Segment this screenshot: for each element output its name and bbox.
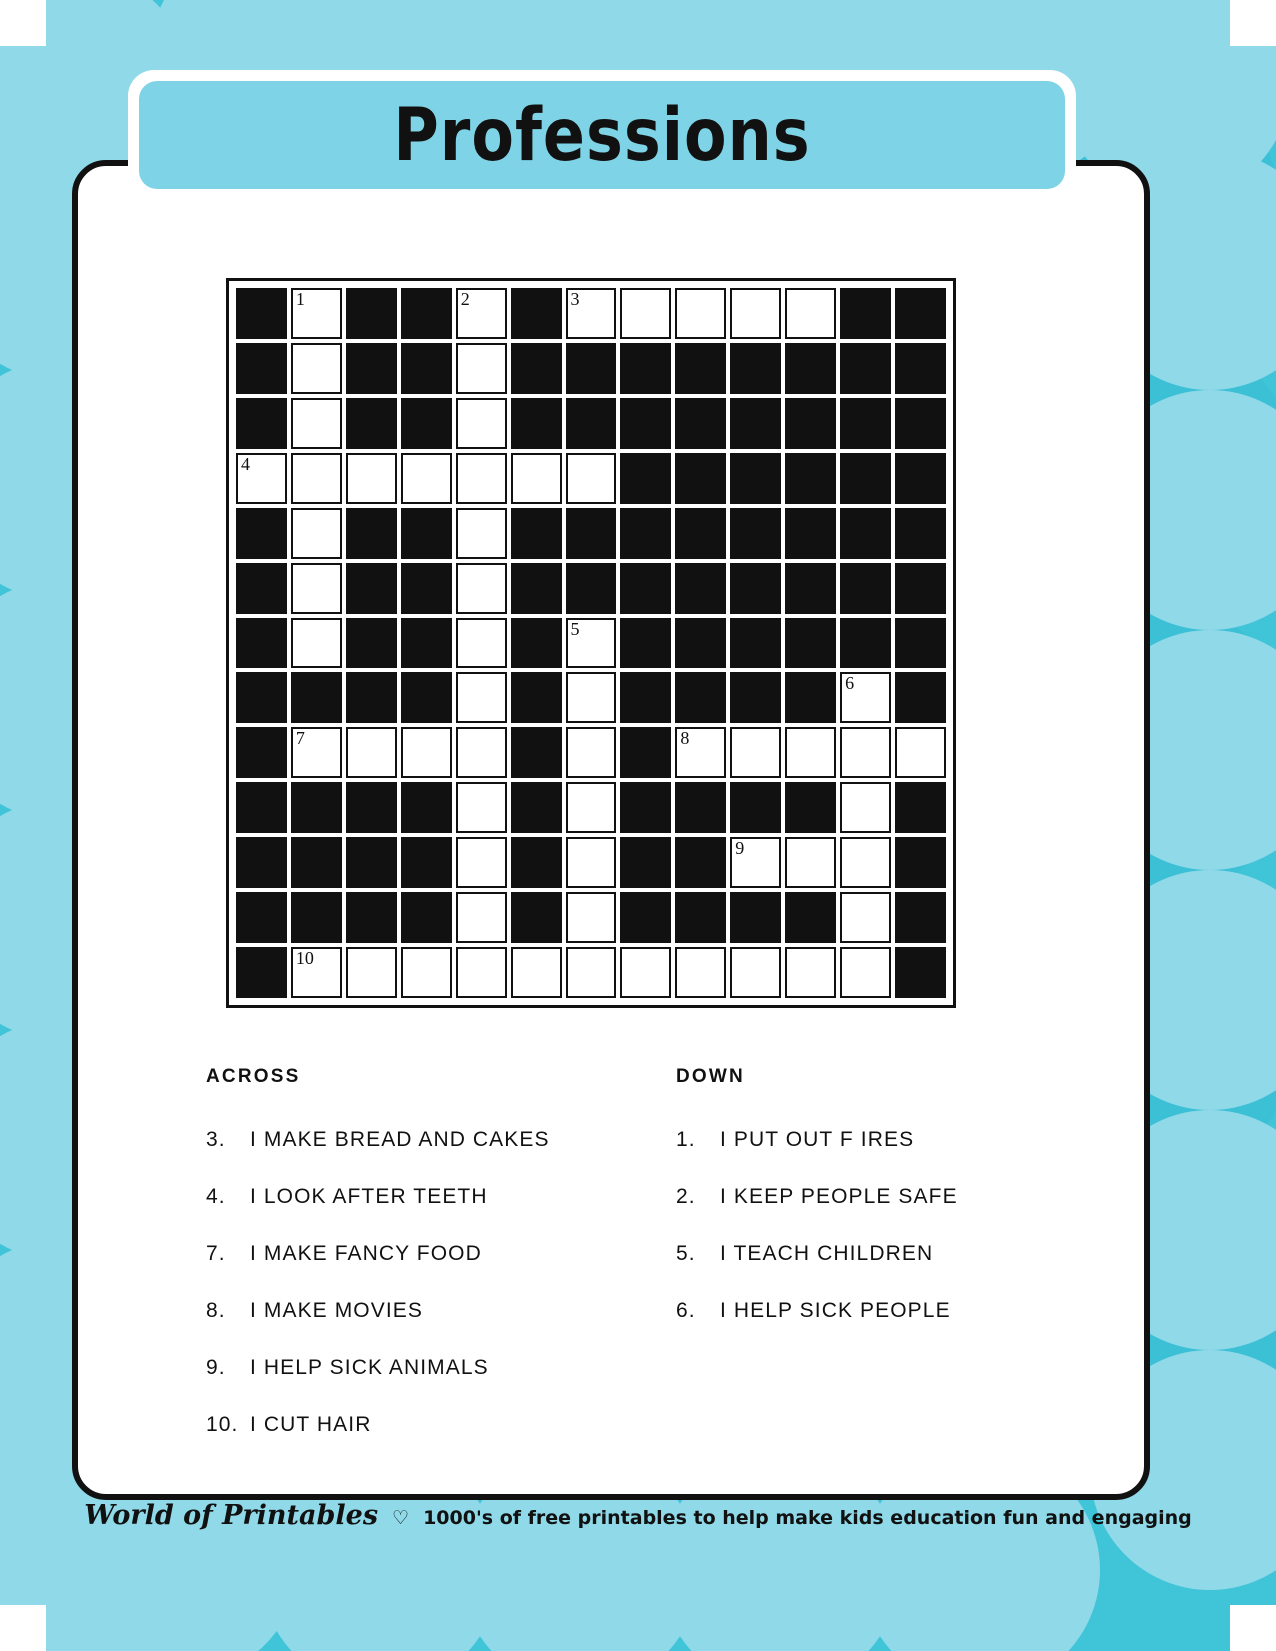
bg-corner-tr: [1230, 0, 1276, 46]
crossword-cell-open[interactable]: [566, 727, 617, 778]
clue-number: 7.: [206, 1242, 226, 1265]
crossword-cell-blocked: [236, 288, 287, 339]
crossword-cell-blocked: [620, 453, 671, 504]
crossword-cell-open[interactable]: [456, 672, 507, 723]
crossword-cell-blocked: [236, 892, 287, 943]
crossword-cell-blocked: [511, 343, 562, 394]
brand-name: World of Printables: [84, 1500, 379, 1531]
crossword-cell-open[interactable]: [675, 947, 726, 998]
bg-corner-bl: [0, 1605, 46, 1651]
clues-down-list: [676, 1128, 1086, 1323]
crossword-cell-blocked: [401, 288, 452, 339]
crossword-cell-blocked: [511, 837, 562, 888]
clue-number: 8.: [206, 1299, 226, 1322]
clue-text: I CUT HAIR: [250, 1413, 372, 1436]
crossword-cell-number: 1: [295, 289, 305, 309]
crossword-cell-number: 6: [845, 673, 855, 694]
clue-text: I MAKE FANCY FOOD: [250, 1242, 482, 1265]
crossword-cell-blocked: [566, 508, 617, 559]
crossword-cell-number: 7: [295, 728, 305, 749]
crossword-cell-blocked: [401, 343, 452, 394]
crossword-cell-blocked: [511, 782, 562, 833]
crossword-cell-blocked: [675, 892, 726, 943]
crossword-cell-blocked: [511, 508, 562, 559]
crossword-cell-blocked: [566, 563, 617, 614]
crossword-cell-blocked: [346, 288, 397, 339]
crossword-cell-blocked: [620, 892, 671, 943]
crossword-cell-blocked: [511, 727, 562, 778]
crossword-cell-blocked: [291, 892, 342, 943]
clue-item: [206, 1185, 616, 1209]
crossword-cell-open[interactable]: [456, 288, 507, 339]
crossword-cell-open[interactable]: [620, 288, 671, 339]
crossword-cell-blocked: [401, 398, 452, 449]
clue-item: [206, 1413, 616, 1437]
crossword-cell-open[interactable]: [840, 727, 891, 778]
crossword-cell-open[interactable]: [456, 343, 507, 394]
clue-number: 5.: [676, 1242, 696, 1265]
crossword-cell-blocked: [840, 288, 891, 339]
heart-icon: ♡: [392, 1508, 410, 1529]
crossword-cell-blocked: [895, 947, 946, 998]
crossword-cell-open[interactable]: [401, 727, 452, 778]
crossword-cell-blocked: [730, 343, 781, 394]
crossword-cell-open[interactable]: [730, 837, 781, 888]
crossword-cell-open[interactable]: [566, 618, 617, 669]
crossword-cell-blocked: [785, 563, 836, 614]
crossword-cell-blocked: [730, 453, 781, 504]
crossword-cell-blocked: [675, 563, 726, 614]
crossword-cell-blocked: [730, 892, 781, 943]
crossword-cell-open[interactable]: [346, 727, 397, 778]
crossword-cell-number: 5: [570, 618, 580, 639]
clues-across-list: [206, 1128, 616, 1437]
crossword-cell-blocked: [401, 672, 452, 723]
clue-text: I LOOK AFTER TEETH: [250, 1185, 488, 1208]
clue-number: 3.: [206, 1128, 226, 1151]
crossword-cell-open[interactable]: [785, 837, 836, 888]
clue-item: [206, 1299, 616, 1323]
crossword-cell-blocked: [675, 782, 726, 833]
clue-text: I TEACH CHILDREN: [720, 1242, 934, 1265]
crossword-cell-number: 10: [295, 948, 314, 969]
title-banner-inner: [139, 81, 1065, 189]
crossword-cell-blocked: [785, 892, 836, 943]
crossword-cell-blocked: [895, 453, 946, 504]
crossword-cell-blocked: [620, 508, 671, 559]
crossword-cell-blocked: [236, 782, 287, 833]
crossword-cell-blocked: [785, 508, 836, 559]
footer-tagline: 1000's of free printables to help make kids education fun and engaging: [423, 1507, 1192, 1529]
crossword-cell-blocked: [346, 837, 397, 888]
crossword-cell-blocked: [401, 508, 452, 559]
crossword-cell-blocked: [895, 288, 946, 339]
crossword-cell-blocked: [730, 618, 781, 669]
clue-item: [206, 1242, 616, 1266]
clue-number: 6.: [676, 1299, 696, 1322]
crossword-cell-blocked: [895, 837, 946, 888]
crossword-cell-blocked: [620, 837, 671, 888]
clue-number: 4.: [206, 1185, 226, 1208]
crossword-cell-blocked: [895, 892, 946, 943]
clue-text: I KEEP PEOPLE SAFE: [720, 1185, 958, 1208]
crossword-cell-open[interactable]: [456, 727, 507, 778]
worksheet-sheet: [72, 160, 1150, 1500]
crossword-cell-open[interactable]: [566, 672, 617, 723]
crossword-cell-blocked: [785, 398, 836, 449]
crossword-cell-open[interactable]: [291, 618, 342, 669]
crossword-cell-blocked: [401, 892, 452, 943]
crossword-cell-open[interactable]: [456, 618, 507, 669]
crossword-cell-blocked: [291, 782, 342, 833]
crossword-cell-blocked: [236, 947, 287, 998]
crossword-cell-blocked: [236, 563, 287, 614]
clue-item: [206, 1356, 616, 1380]
crossword-cell-open[interactable]: [730, 947, 781, 998]
crossword-cell-open[interactable]: [511, 453, 562, 504]
crossword-cell-blocked: [566, 343, 617, 394]
crossword-cell-blocked: [675, 618, 726, 669]
crossword-cell-blocked: [620, 782, 671, 833]
crossword-cell-blocked: [895, 672, 946, 723]
crossword-cell-open[interactable]: [675, 288, 726, 339]
page-title: Professions: [393, 91, 811, 178]
crossword-cell-blocked: [236, 727, 287, 778]
crossword-cell-open[interactable]: [840, 892, 891, 943]
crossword-cell-blocked: [401, 837, 452, 888]
crossword-cell-blocked: [511, 288, 562, 339]
crossword-cell-open[interactable]: [730, 288, 781, 339]
crossword-cell-blocked: [675, 343, 726, 394]
crossword-cell-open[interactable]: [456, 508, 507, 559]
crossword-cell-blocked: [785, 453, 836, 504]
crossword-cell-blocked: [511, 618, 562, 669]
clues-across-heading: ACROSS: [206, 1066, 301, 1087]
crossword-cell-blocked: [730, 398, 781, 449]
crossword-cell-blocked: [785, 343, 836, 394]
crossword-cell-blocked: [511, 672, 562, 723]
crossword-cell-blocked: [236, 837, 287, 888]
crossword-cell-blocked: [675, 837, 726, 888]
clue-item: [206, 1128, 616, 1152]
crossword-cell-blocked: [840, 563, 891, 614]
crossword-cell-blocked: [785, 782, 836, 833]
crossword-cell-open[interactable]: [785, 727, 836, 778]
crossword-grid[interactable]: [236, 288, 946, 998]
crossword-cell-blocked: [401, 782, 452, 833]
crossword-cell-blocked: [620, 727, 671, 778]
crossword-cell-blocked: [675, 672, 726, 723]
crossword-cell-blocked: [291, 837, 342, 888]
crossword-grid-frame: [226, 278, 956, 1008]
crossword-cell-open[interactable]: [291, 398, 342, 449]
clues-down-column: [676, 1066, 1086, 1470]
crossword-cell-blocked: [346, 618, 397, 669]
crossword-cell-blocked: [511, 398, 562, 449]
crossword-cell-number: 9: [735, 838, 745, 859]
clue-item: [676, 1128, 1086, 1152]
crossword-cell-open[interactable]: [291, 947, 342, 998]
crossword-cell-blocked: [840, 453, 891, 504]
crossword-cell-blocked: [346, 782, 397, 833]
crossword-cell-open[interactable]: [511, 947, 562, 998]
crossword-cell-open[interactable]: [456, 837, 507, 888]
crossword-cell-open[interactable]: [730, 727, 781, 778]
crossword-cell-blocked: [346, 398, 397, 449]
crossword-cell-open[interactable]: [456, 563, 507, 614]
clue-text: I MAKE MOVIES: [250, 1299, 423, 1322]
crossword-cell-open[interactable]: [456, 892, 507, 943]
crossword-cell-open[interactable]: [840, 782, 891, 833]
bg-corner-br: [1230, 1605, 1276, 1651]
crossword-cell-blocked: [511, 563, 562, 614]
clue-text: I MAKE BREAD AND CAKES: [250, 1128, 550, 1151]
crossword-cell-open[interactable]: [566, 453, 617, 504]
crossword-cell-open[interactable]: [456, 782, 507, 833]
crossword-cell-blocked: [840, 508, 891, 559]
crossword-cell-open[interactable]: [566, 892, 617, 943]
crossword-cell-blocked: [236, 343, 287, 394]
clue-text: I HELP SICK PEOPLE: [720, 1299, 951, 1322]
crossword-cell-open[interactable]: [401, 453, 452, 504]
crossword-cell-blocked: [730, 508, 781, 559]
crossword-cell-blocked: [840, 343, 891, 394]
crossword-cell-blocked: [895, 343, 946, 394]
crossword-cell-blocked: [236, 618, 287, 669]
crossword-cell-open[interactable]: [840, 947, 891, 998]
clues-across-column: [206, 1066, 616, 1470]
crossword-cell-open[interactable]: [346, 453, 397, 504]
crossword-cell-blocked: [236, 508, 287, 559]
crossword-cell-blocked: [401, 563, 452, 614]
crossword-cell-open[interactable]: [236, 453, 287, 504]
crossword-cell-open[interactable]: [566, 837, 617, 888]
crossword-cell-open[interactable]: [675, 727, 726, 778]
crossword-cell-open[interactable]: [620, 947, 671, 998]
crossword-cell-open[interactable]: [840, 672, 891, 723]
crossword-cell-blocked: [895, 508, 946, 559]
crossword-cell-blocked: [840, 618, 891, 669]
crossword-cell-blocked: [675, 453, 726, 504]
crossword-cell-blocked: [675, 398, 726, 449]
crossword-cell-number: 8: [680, 728, 690, 749]
crossword-cell-blocked: [730, 782, 781, 833]
crossword-cell-open[interactable]: [895, 727, 946, 778]
crossword-cell-blocked: [785, 618, 836, 669]
crossword-cell-open[interactable]: [291, 343, 342, 394]
crossword-cell-blocked: [675, 508, 726, 559]
crossword-cell-blocked: [840, 398, 891, 449]
crossword-cell-blocked: [895, 782, 946, 833]
crossword-cell-open[interactable]: [401, 947, 452, 998]
crossword-cell-blocked: [291, 672, 342, 723]
crossword-cell-number: 3: [570, 289, 580, 309]
crossword-cell-open[interactable]: [291, 453, 342, 504]
crossword-cell-open[interactable]: [566, 947, 617, 998]
crossword-cell-open[interactable]: [785, 288, 836, 339]
crossword-cell-open[interactable]: [291, 563, 342, 614]
crossword-cell-blocked: [785, 672, 836, 723]
clue-number: 2.: [676, 1185, 696, 1208]
crossword-cell-blocked: [620, 563, 671, 614]
crossword-cell-number: 4: [241, 453, 250, 474]
crossword-cell-blocked: [346, 508, 397, 559]
crossword-cell-open[interactable]: [456, 947, 507, 998]
crossword-cell-blocked: [346, 892, 397, 943]
clue-item: [676, 1242, 1086, 1266]
clue-number: 10.: [206, 1413, 239, 1436]
crossword-cell-open[interactable]: [456, 453, 507, 504]
bg-corner-tl: [0, 0, 46, 46]
crossword-cell-blocked: [346, 343, 397, 394]
crossword-cell-number: 2: [460, 289, 470, 309]
crossword-cell-open[interactable]: [291, 508, 342, 559]
clue-number: 1.: [676, 1128, 696, 1151]
crossword-cell-blocked: [730, 672, 781, 723]
crossword-cell-open[interactable]: [566, 782, 617, 833]
crossword-cell-blocked: [401, 618, 452, 669]
clues-section: [206, 1066, 1086, 1470]
title-banner: [128, 70, 1076, 200]
crossword-cell-open[interactable]: [840, 837, 891, 888]
crossword-cell-blocked: [895, 398, 946, 449]
crossword-cell-blocked: [620, 398, 671, 449]
crossword-cell-open[interactable]: [346, 947, 397, 998]
clue-item: [676, 1299, 1086, 1323]
crossword-cell-blocked: [511, 892, 562, 943]
clue-item: [676, 1185, 1086, 1209]
crossword-cell-blocked: [895, 563, 946, 614]
crossword-cell-blocked: [346, 672, 397, 723]
crossword-cell-blocked: [566, 398, 617, 449]
crossword-cell-blocked: [620, 672, 671, 723]
crossword-cell-blocked: [895, 618, 946, 669]
crossword-cell-open[interactable]: [785, 947, 836, 998]
crossword-cell-blocked: [730, 563, 781, 614]
crossword-cell-blocked: [346, 563, 397, 614]
crossword-cell-blocked: [236, 398, 287, 449]
clue-text: I PUT OUT F IRES: [720, 1128, 915, 1151]
crossword-cell-open[interactable]: [291, 727, 342, 778]
crossword-cell-open[interactable]: [566, 288, 617, 339]
crossword-cell-blocked: [620, 618, 671, 669]
clue-number: 9.: [206, 1356, 226, 1379]
crossword-cell-open[interactable]: [291, 288, 342, 339]
crossword-cell-open[interactable]: [456, 398, 507, 449]
clue-text: I HELP SICK ANIMALS: [250, 1356, 489, 1379]
crossword-cell-blocked: [620, 343, 671, 394]
footer: [0, 1500, 1276, 1531]
crossword-cell-blocked: [236, 672, 287, 723]
clues-down-heading: DOWN: [676, 1066, 745, 1087]
